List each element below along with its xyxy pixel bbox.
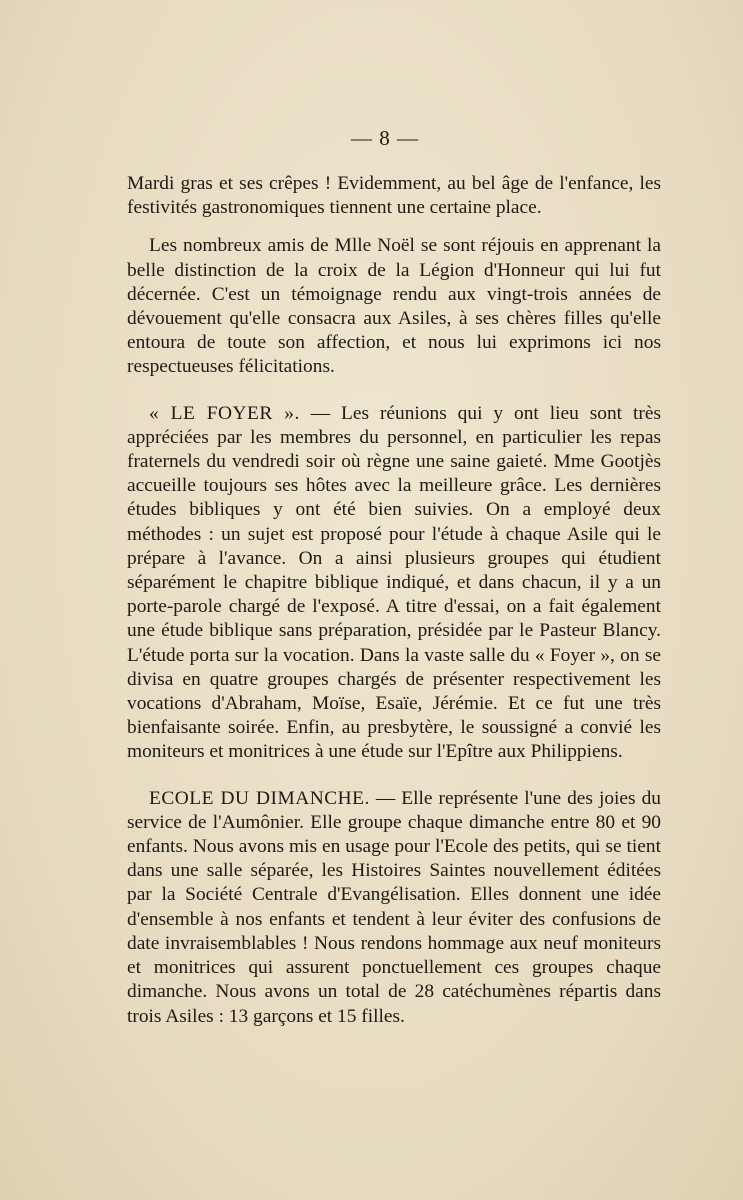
section-body-ecole-du-dimanche: — Elle représente l'une des joies du service de l'Aumônier. Elle groupe chaque dimanche entre 80 et 90 enfants. Nous avons mis en usage pour l'Ecole des petits, qui se tient dans une salle séparée, les Histoires Saintes nouvellement éditées par la Société Centrale d'Evangélisation. Elles donnent une idée d'ensemble à nos enfants et tendent à leur éviter des confusions de date invraisemblables ! Nous rendons hommage aux neuf moniteurs et monitrices qui assurent ponctuellement ces groupes chaque dimanche. Nous avons un total de 28 catéchumènes répartis dans trois Asiles : 13 garçons et 15 filles. bbox=[127, 787, 661, 1027]
page-number: — 8 — bbox=[351, 126, 419, 150]
section-heading-le-foyer: « LE FOYER ». bbox=[149, 402, 300, 424]
paragraph-ecole-du-dimanche bbox=[127, 787, 661, 1029]
paragraph-mlle-noel: Les nombreux amis de Mlle Noël se sont réjouis en apprenant la belle distinction de la croix de la Légion d'Honneur qui lui fut décernée. C'est un témoignage rendu aux vingt-trois années de dévouement qu'elle consacra aux Asiles, à ses chères filles qu'elle entoura de toute son affection, et nous lui exprimons ici nos respectueuses félicitations. bbox=[127, 235, 661, 378]
paragraph-le-foyer bbox=[127, 402, 661, 765]
paragraph-mardi-gras: Mardi gras et ses crêpes ! Evidemment, au bel âge de l'enfance, les festivités gastronomiques tiennent une certaine place. bbox=[127, 173, 661, 219]
section-body-le-foyer: — Les réunions qui y ont lieu sont très appréciées par les membres du personnel, en particulier les repas fraternels du vendredi soir où règne une saine gaieté. Mme Gootjès accueille toujours ses hôtes avec la meilleure grâce. Les dernières études bibliques y ont été bien suivies. On a employé deux méthodes : un sujet est proposé pour l'étude à chaque Asile qui le prépare à l'avance. On a ainsi plusieurs groupes qui étudient séparément le chapitre biblique indiqué, et dans chacun, il y a un porte-parole chargé de l'exposé. A titre d'essai, on a fait également une étude biblique sans préparation, présidée par le Pasteur Blancy. L'étude porta sur la vocation. Dans la vaste salle du « Foyer », on se divisa en quatre groupes chargés de présenter respectivement les vocations d'Abraham, Moïse, Esaïe, Jérémie. Et ce fut une très bienfaisante soirée. Enfin, au presbytère, le soussigné a convié les moniteurs et monitrices à une étude sur l'Epître aux Philippiens. bbox=[127, 402, 661, 763]
section-heading-ecole-du-dimanche: ECOLE DU DIMANCHE. bbox=[149, 787, 370, 809]
body-text bbox=[127, 172, 661, 1043]
